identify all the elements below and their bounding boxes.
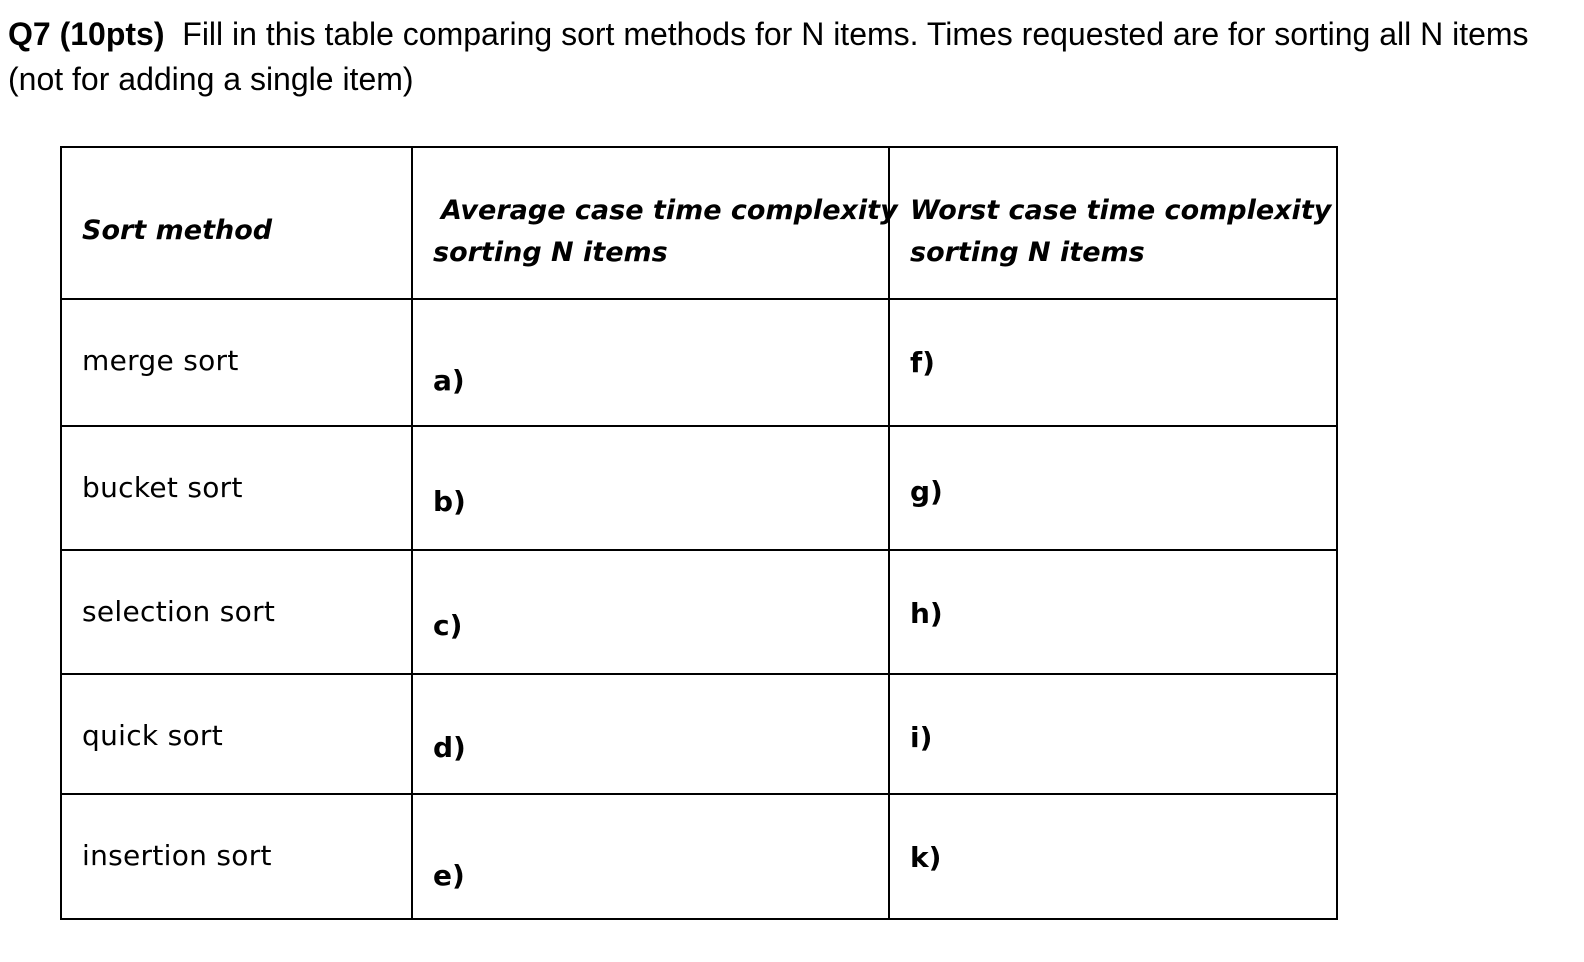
average-answer-cell[interactable] [412, 550, 889, 674]
header-average-case-label [433, 190, 898, 274]
average-answer-cell[interactable] [412, 674, 889, 794]
header-worst-case [889, 147, 1337, 299]
table-row [61, 550, 1337, 674]
header-worst-case-label [910, 190, 1331, 274]
header-average-line1: Average case time complexity [441, 195, 898, 226]
worst-answer-cell[interactable] [889, 674, 1337, 794]
method-cell [61, 426, 412, 550]
method-cell [61, 299, 412, 426]
sort-comparison-table [60, 146, 1338, 920]
worst-answer-label: f) [910, 346, 935, 379]
worst-answer-label: h) [910, 597, 943, 630]
question-body: Fill in this table comparing sort methods for N items. Times requested are for sorting all N items (not for adding a single item) [8, 16, 1529, 97]
worst-answer-cell[interactable] [889, 794, 1337, 919]
header-sort-method [61, 147, 412, 299]
average-answer-cell[interactable] [412, 794, 889, 919]
worst-answer-cell[interactable] [889, 550, 1337, 674]
method-name: insertion sort [82, 839, 272, 872]
average-answer-label: a) [433, 364, 465, 397]
average-answer-label: e) [433, 859, 465, 892]
header-worst-line2: sorting N items [910, 237, 1145, 268]
average-answer-label: b) [433, 485, 466, 518]
average-answer-cell[interactable] [412, 426, 889, 550]
header-average-case [412, 147, 898, 299]
method-cell [61, 674, 412, 794]
table-header-row [61, 147, 1337, 299]
worst-answer-label: k) [910, 841, 942, 874]
worst-answer-label: i) [910, 721, 933, 754]
question-text [8, 12, 1578, 102]
header-average-line2: sorting N items [433, 237, 668, 268]
header-sort-method-label: Sort method [82, 215, 273, 246]
question-number: Q7 (10pts) [8, 16, 165, 52]
table-row [61, 794, 1337, 919]
method-cell [61, 794, 412, 919]
table-row [61, 299, 1337, 426]
worst-answer-cell[interactable] [889, 426, 1337, 550]
method-name: quick sort [82, 719, 224, 752]
table-row [61, 674, 1337, 794]
header-worst-line1: Worst case time complexity [910, 195, 1332, 226]
table-row [61, 426, 1337, 550]
method-cell [61, 550, 412, 674]
method-name: bucket sort [82, 471, 243, 504]
method-name: selection sort [82, 595, 276, 628]
average-answer-label: d) [433, 731, 466, 764]
average-answer-cell[interactable] [412, 299, 889, 426]
method-name: merge sort [82, 344, 239, 377]
worst-answer-cell[interactable] [889, 299, 1337, 426]
worst-answer-label: g) [910, 475, 943, 508]
average-answer-label: c) [433, 609, 463, 642]
